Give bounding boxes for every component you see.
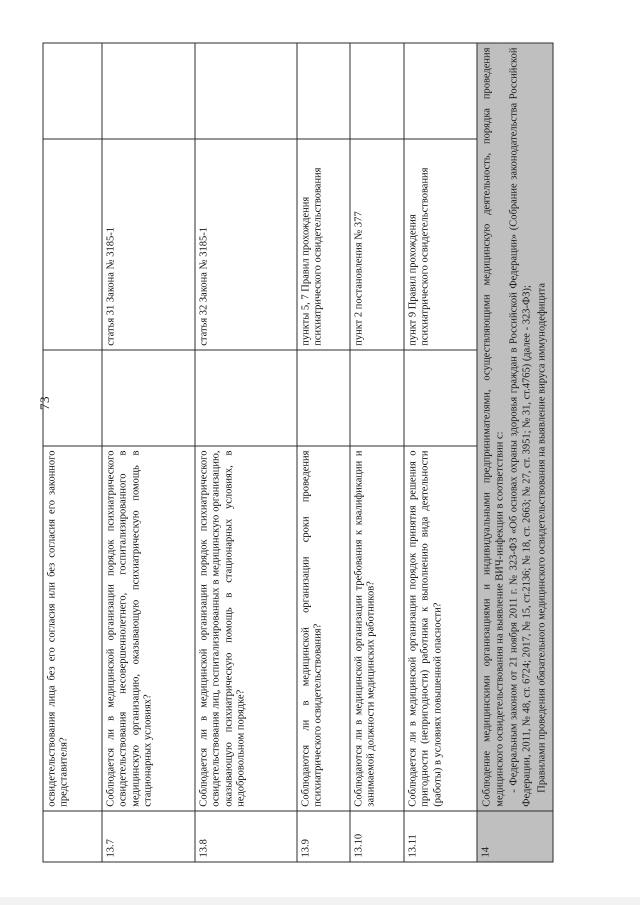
row-middle-cell bbox=[43, 350, 102, 446]
table-row bbox=[297, 43, 350, 862]
row-reference-cell bbox=[43, 139, 102, 351]
final-section-item: - Федеральным законом от 21 ноября 2011 г. № 323-ФЗ «Об основах охраны здоровья граждан в Российской Федерации» (Собрание законодательства Российской Федерации, 2011, № 48, ст. 6724; 2017, № 15, ст.2136; № 18, ст. 2663; № 27, ст. 3951; № 31, ст.4765) (далее - 323-ФЗ); bbox=[508, 47, 533, 807]
scan-edge bbox=[0, 897, 640, 905]
row-reference-cell: пункты 5, 7 Правил прохождения психиатрического освидетельствования bbox=[297, 139, 350, 351]
table-row bbox=[350, 43, 404, 862]
row-reference-cell: статья 32 Закона № 3185-1 bbox=[195, 139, 297, 351]
row-last-cell bbox=[350, 43, 404, 139]
page-number: 73 bbox=[37, 396, 52, 410]
row-number-cell: 13.11 bbox=[404, 811, 477, 862]
row-number-cell: 13.7 bbox=[102, 811, 195, 862]
row-number-cell: 13.8 bbox=[195, 811, 297, 862]
row-reference-cell: пункт 2 постановления № 377 bbox=[350, 139, 404, 351]
row-last-cell bbox=[195, 43, 297, 139]
final-section-number: 14 bbox=[477, 811, 553, 862]
final-section-row bbox=[477, 43, 553, 862]
row-question-cell: Соблюдается ли в медицинской организации порядок принятия решения о пригодности (непригодности) работника к выполнению вида деятельности (работы) в условиях повышенной опасности? bbox=[404, 446, 477, 811]
table-row bbox=[404, 43, 477, 862]
row-middle-cell bbox=[350, 350, 404, 446]
row-number-cell bbox=[43, 811, 102, 862]
table-row bbox=[43, 43, 102, 862]
row-number-cell: 13.10 bbox=[350, 811, 404, 862]
row-reference-cell: пункт 9 Правил прохождения психиатрического освидетельствования bbox=[404, 139, 477, 351]
final-section-title: Соблюдение медицинскими организациями и индивидуальными предпринимателями, осуществляющими медицинскую деятельность, порядка проведения медицинского освидетельствования на выявление ВИЧ-инфекции в соответствии с: bbox=[481, 47, 506, 807]
row-middle-cell bbox=[404, 350, 477, 446]
row-question-cell: Соблюдается ли в медицинской организации порядок психиатрического освидетельствования лиц, госпитализированных в медицинскую организацию, оказывающую психиатрическую помощь в стационарных условиях, в недобровольном порядке? bbox=[195, 446, 297, 811]
row-last-cell bbox=[297, 43, 350, 139]
row-last-cell bbox=[404, 43, 477, 139]
row-question-cell: Соблюдается ли в медицинской организации порядок психиатрического освидетельствования несовершеннолетнего, госпитализированного в медицинскую организацию, оказывающую психиатрическую помощь в стационарных условиях? bbox=[102, 446, 195, 811]
row-last-cell bbox=[43, 43, 102, 139]
final-section-item: Правилами проведения обязательного медицинского освидетельствования на выявление вируса иммунодефицита bbox=[536, 282, 547, 793]
row-reference-cell: статья 31 Закона № 3185-1 bbox=[102, 139, 195, 351]
row-middle-cell bbox=[195, 350, 297, 446]
table-rotation-container bbox=[43, 43, 598, 863]
row-question-cell: Соблюдаются ли в медицинской организации требования к квалификации и занимаемой должности медицинских работников? bbox=[350, 446, 404, 811]
row-question-cell: Соблюдаются ли в медицинской организации сроки проведения психиатрического освидетельствования? bbox=[297, 446, 350, 811]
row-middle-cell bbox=[297, 350, 350, 446]
table-row bbox=[102, 43, 195, 862]
row-question-cell: освидетельствования лица без его согласия или без согласия его законного представителя? bbox=[43, 446, 102, 811]
row-last-cell bbox=[102, 43, 195, 139]
row-middle-cell bbox=[102, 350, 195, 446]
checklist-table bbox=[43, 43, 554, 863]
final-section-content bbox=[477, 43, 553, 811]
table-row bbox=[195, 43, 297, 862]
row-number-cell: 13.9 bbox=[297, 811, 350, 862]
